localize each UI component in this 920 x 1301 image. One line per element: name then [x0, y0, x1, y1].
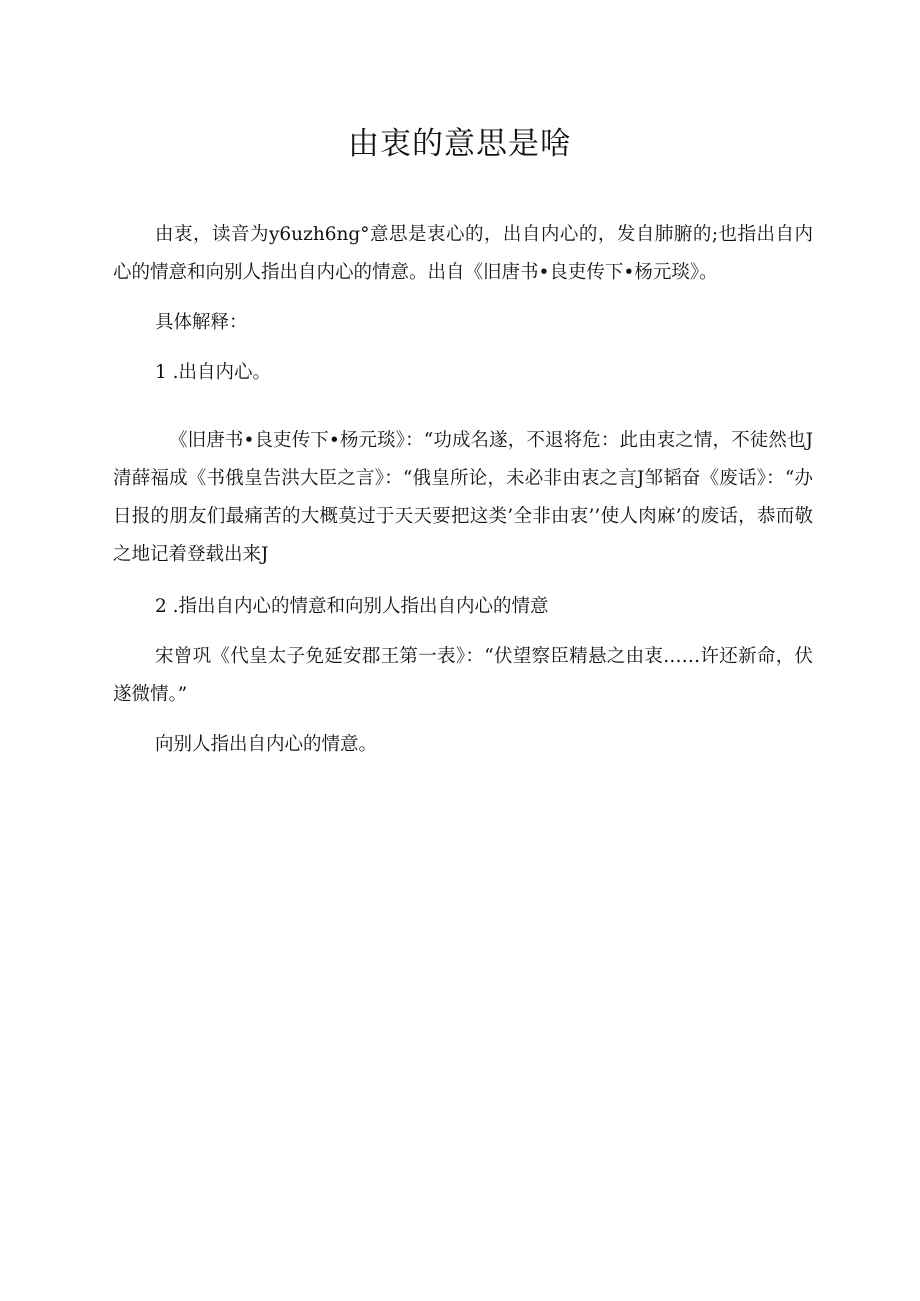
intro-paragraph: 由衷，读音为y6uzh6ng°意思是衷心的，出自内心的，发自肺腑的;也指出自内心的情意和向别人指出自内心的情意。出自《旧唐书•良吏传下•杨元琰》。: [113, 224, 813, 283]
item-2-quote-paragraph: 宋曾巩《代皇太子免延安郡王第一表》：“伏望察臣精悬之由衷……许还新命，伏遂微情。”: [113, 646, 813, 705]
item-1-quote-paragraph: 《旧唐书•良吏传下•杨元琰》：“功成名遂，不退将危：此由衷之情，不徒然也J清薛福成《书俄皇告洪大臣之言》：“俄皇所论，未必非由衷之言J邹韬奋《废话》：“办日报的朋友们最痛苦的大概莫过于天天要把这类’全非由衷’’使人肉麻’的废话，恭而敬之地记着登载出来J: [113, 430, 813, 565]
page-title: 由衷的意思是啥: [348, 126, 572, 162]
document-body: [113, 216, 813, 764]
item-2-title: 2 .指出自内心的情意和向别人指出自内心的情意: [155, 596, 549, 617]
closing-paragraph: 向别人指出自内心的情意。: [155, 734, 378, 755]
explanation-heading: 具体解释：: [155, 312, 248, 333]
item-1-title: 1 .出自内心。: [155, 362, 272, 383]
